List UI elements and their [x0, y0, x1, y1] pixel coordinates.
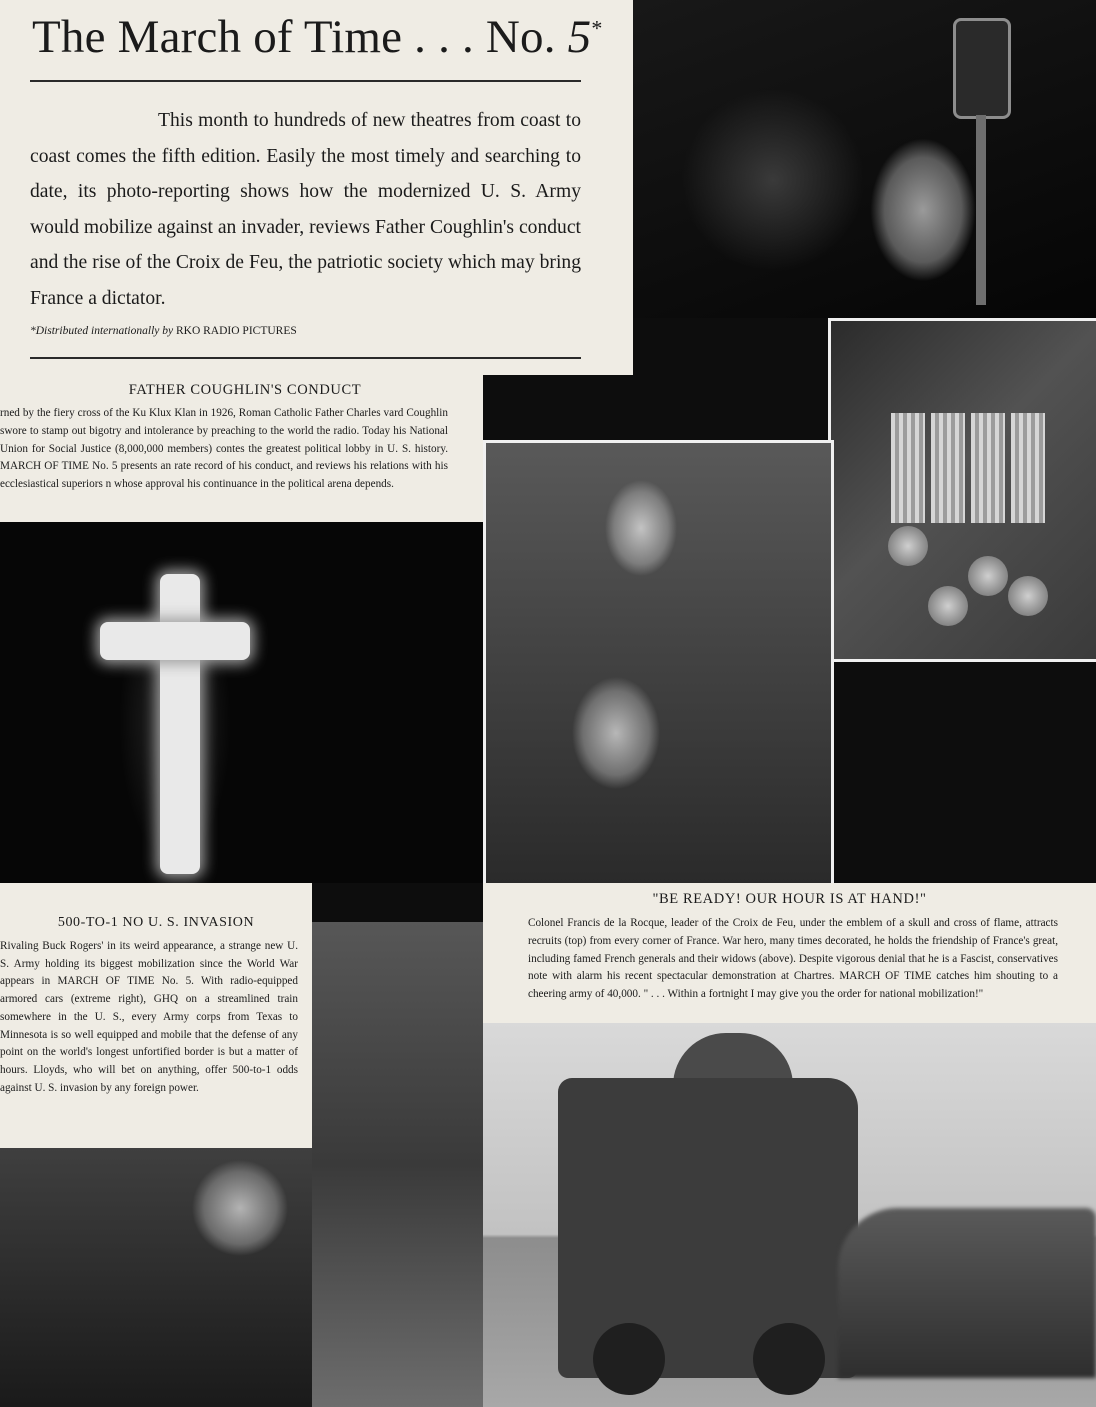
photo-troops-boarding-train: [312, 922, 483, 1407]
photo-speaker-at-microphone: [633, 0, 1096, 318]
medal-ribbon: [971, 413, 1005, 523]
page-title: [32, 10, 603, 64]
medal: [928, 586, 968, 626]
invasion-body: Rivaling Buck Rogers' in its weird appearance, a strange new U. S. Army holding its biggest mobilization since the World War appears in MARCH OF TIME No. 5. With radio-equipped armored cars (extreme right), GHQ on a streamlined train somewhere in the U. S., every Army corps from Texas to Minnesota is so well equipped and mobile that the defense of any point on the world's longest unfortified border is but a matter of hours. Lloyds, who will bet on anything, offer 500-to-1 odds against U. S. invasion by any foreign power.: [0, 940, 298, 1094]
armored-car-motion-blur: [838, 1208, 1096, 1378]
cross-flame: [100, 622, 250, 660]
credit-lead: *Distributed internationally by: [30, 325, 174, 337]
armored-car-wheel: [593, 1323, 665, 1395]
invasion-article: [0, 883, 312, 1148]
medal: [968, 556, 1008, 596]
coughlin-article: [0, 375, 483, 522]
coughlin-heading: FATHER COUGHLIN'S CONDUCT: [128, 382, 362, 398]
intro-paragraph: This month to hundreds of new theatres from coast to coast comes the fifth edition. Easily the most timely and searching to date, its photo-reporting shows how the modernized U. S. Army would mobilize against an invader, reviews Father Coughlin's conduct and the rise of the Croix de Feu, the patriotic society which may bring France a dictator.: [30, 110, 581, 309]
title-footnote-mark: *: [591, 15, 603, 41]
microphone-icon: [953, 18, 1011, 119]
cross-flame: [160, 574, 200, 874]
credit-name: RKO RADIO PICTURES: [175, 325, 297, 337]
croix-de-feu-article: [483, 883, 1096, 1023]
armored-car-wheel: [753, 1323, 825, 1395]
photo-la-rocque-greeting-widow: [483, 440, 834, 889]
medal: [888, 526, 928, 566]
croix-heading: "BE READY! OUR HOUR IS AT HAND!": [652, 891, 927, 907]
photo-burning-cross: [0, 522, 483, 883]
title-number: 5: [567, 11, 592, 63]
medal-ribbon: [931, 413, 965, 523]
photo-medals-on-uniform: [828, 318, 1096, 662]
medal-ribbon: [1011, 413, 1045, 523]
intro-panel: [0, 0, 633, 375]
title-text: The March of Time . . . No.: [32, 11, 556, 63]
title-rule: [30, 80, 581, 82]
microphone-stand: [976, 115, 986, 305]
medal: [1008, 576, 1048, 616]
intro-bottom-rule: [30, 357, 581, 359]
photo-armored-cars: [483, 1023, 1096, 1407]
distribution-credit: [30, 325, 297, 337]
invasion-heading: 500-TO-1 NO U. S. INVASION: [57, 915, 255, 930]
coughlin-body: rned by the fiery cross of the Ku Klux Klan in 1926, Roman Catholic Father Charles vard Coughlin swore to stamp out bigotry and intolerance by preaching to the world the radio. Today his National Union for Social Justice (8,000,000 members) contes the greatest political lobby in U. S. history. MARCH OF TIME No. 5 presents an rate record of his conduct, and reviews his relations with his ecclesiastical superiors n whose approval his continuance in the political arena depends.: [0, 407, 448, 491]
photo-sleeping-soldier: [0, 1148, 312, 1407]
medal-ribbon: [891, 413, 925, 523]
croix-body: Colonel Francis de la Rocque, leader of the Croix de Feu, under the emblem of a skull and cross of flame, attracts recruits (top) from every corner of France. War hero, many times decorated, he holds the friendship of France's great, including famed French generals and their widows (above). Despite vigorous denial that he is a Fascist, conservatives note with alarm his recent spectacular demonstration at Chartres. MARCH OF TIME catches him shouting to a cheering army of 40,000. " . . . Within a fortnight I may give you the order for national mobilization!": [528, 917, 1058, 1001]
